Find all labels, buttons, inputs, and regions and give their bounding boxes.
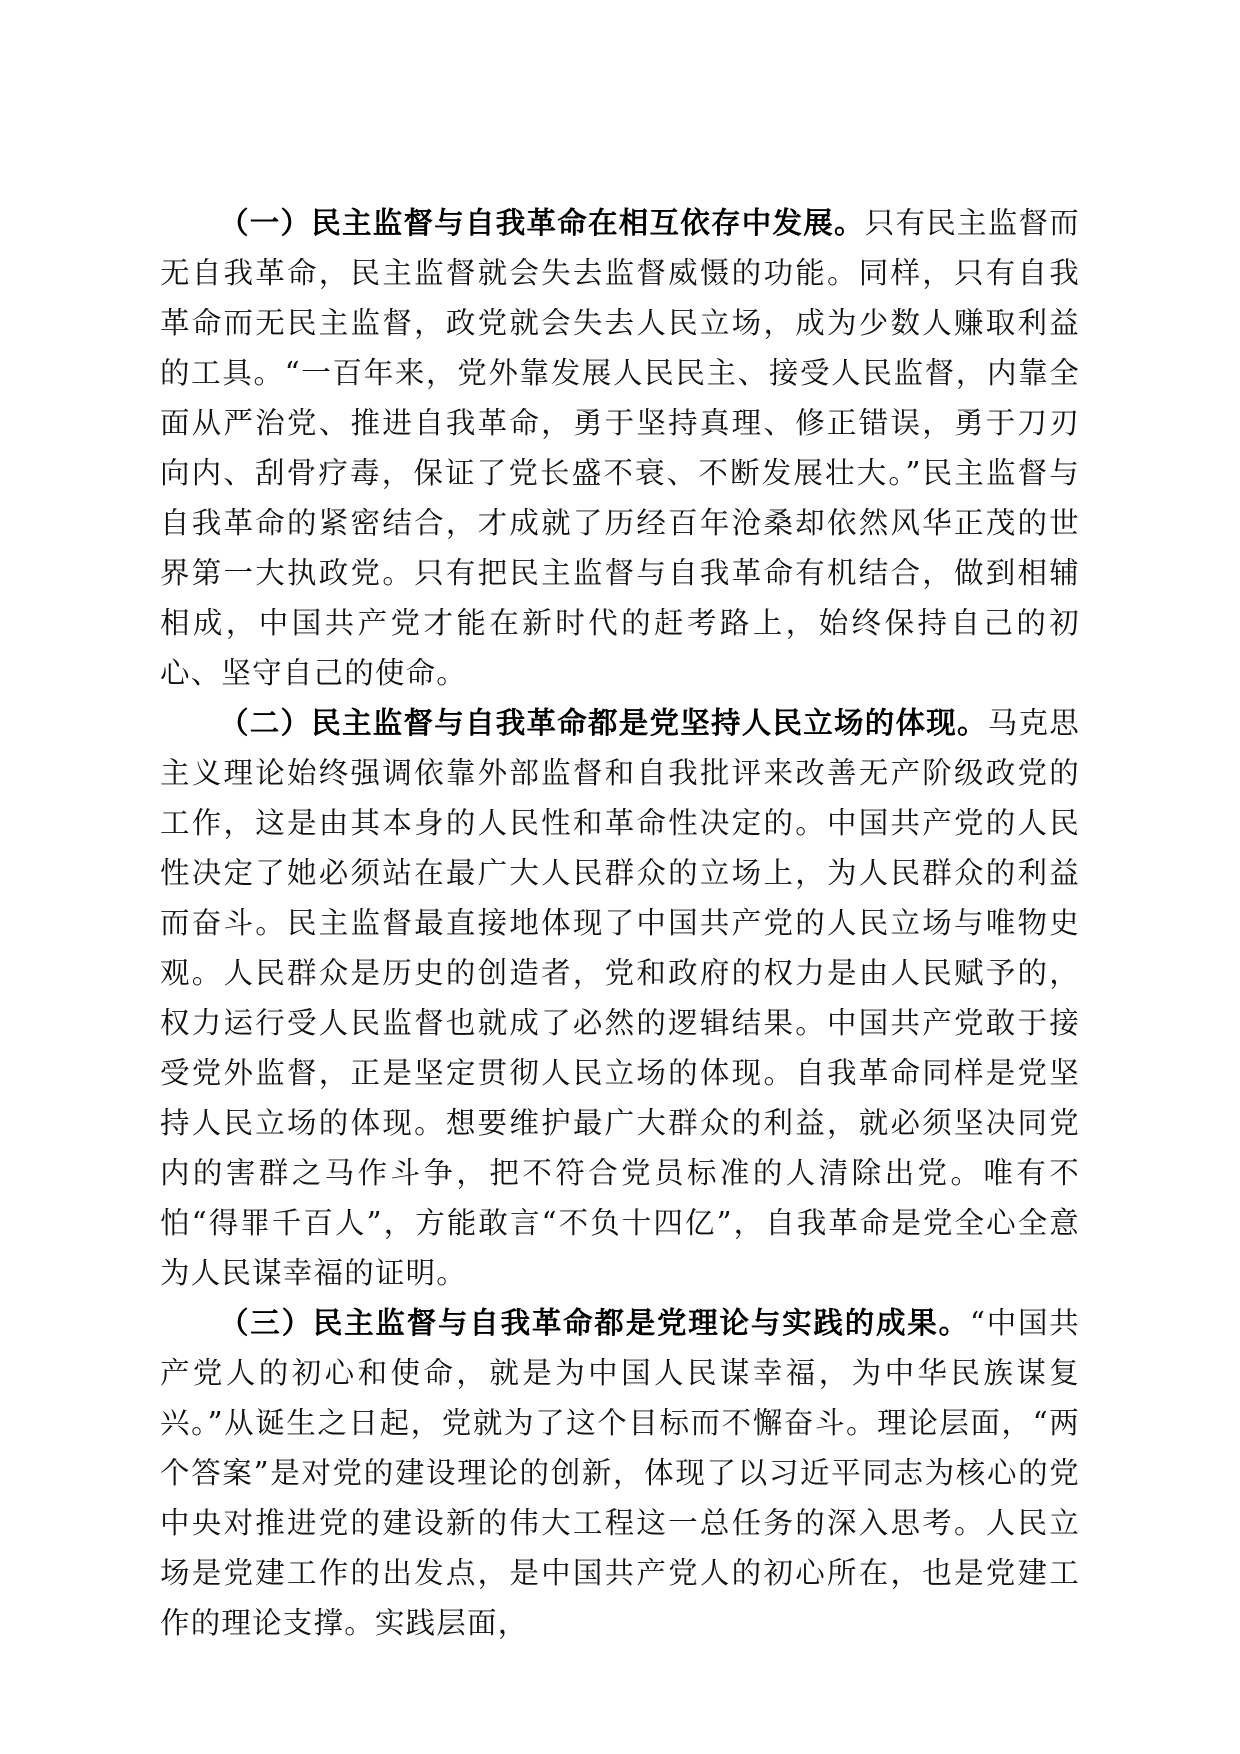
paragraph-2-body: 马克思主义理论始终强调依靠外部监督和自我批评来改善无产阶级政党的工作，这是由其本身的人民性和革命性决定的。中国共产党的人民性决定了她必须站在最广大人民群众的立场上，为人民群众的利益而奋斗。民主监督最直接地体现了中国共产党的人民立场与唯物史观。人民群众是历史的创造者，党和政府的权力是由人民赋予的，权力运行受人民监督也就成了必然的逻辑结果。中国共产党敢于接受党外监督，正是坚定贯彻人民立场的体现。自我革命同样是党坚持人民立场的体现。想要维护最广大群众的利益，就必须坚决同党内的害群之马作斗争，把不符合党员标准的人清除出党。唯有不怕“得罪千百人”，方能敢言“不负十四亿”，自我革命是党全心全意为人民谋幸福的证明。 bbox=[160, 706, 1080, 1290]
paragraph-3-heading: （三）民主监督与自我革命都是党理论与实践的成果。 bbox=[219, 1305, 970, 1340]
paragraph-1-heading: （一）民主监督与自我革命在相互依存中发展。 bbox=[219, 205, 865, 240]
paragraph-2-heading: （二）民主监督与自我革命都是党坚持人民立场的体现。 bbox=[219, 705, 988, 740]
paragraph-2 bbox=[160, 698, 1080, 1298]
document-page bbox=[160, 198, 1080, 1648]
paragraph-1-body: 只有民主监督而无自我革命，民主监督就会失去监督威慑的功能。同样，只有自我革命而无民主监督，政党就会失去人民立场，成为少数人赚取利益的工具。“一百年来，党外靠发展人民民主、接受人民监督，内靠全面从严治党、推进自我革命，勇于坚持真理、修正错误，勇于刀刃向内、刮骨疗毒，保证了党长盛不衰、不断发展壮大。”民主监督与自我革命的紧密结合，才成就了历经百年沧桑却依然风华正茂的世界第一大执政党。只有把民主监督与自我革命有机结合，做到相辅相成，中国共产党才能在新时代的赶考路上，始终保持自己的初心、坚守自己的使命。 bbox=[160, 206, 1081, 690]
paragraph-3-body: “中国共产党人的初心和使命，就是为中国人民谋幸福，为中华民族谋复兴。”从诞生之日起，党就为了这个目标而不懈奋斗。理论层面，“两个答案”是对党的建设理论的创新，体现了以习近平同志为核心的党中央对推进党的建设新的伟大工程这一总任务的深入思考。人民立场是党建工作的出发点，是中国共产党人的初心所在，也是党建工作的理论支撑。实践层面， bbox=[160, 1306, 1080, 1640]
paragraph-1 bbox=[160, 198, 1080, 698]
paragraph-3 bbox=[160, 1298, 1080, 1648]
